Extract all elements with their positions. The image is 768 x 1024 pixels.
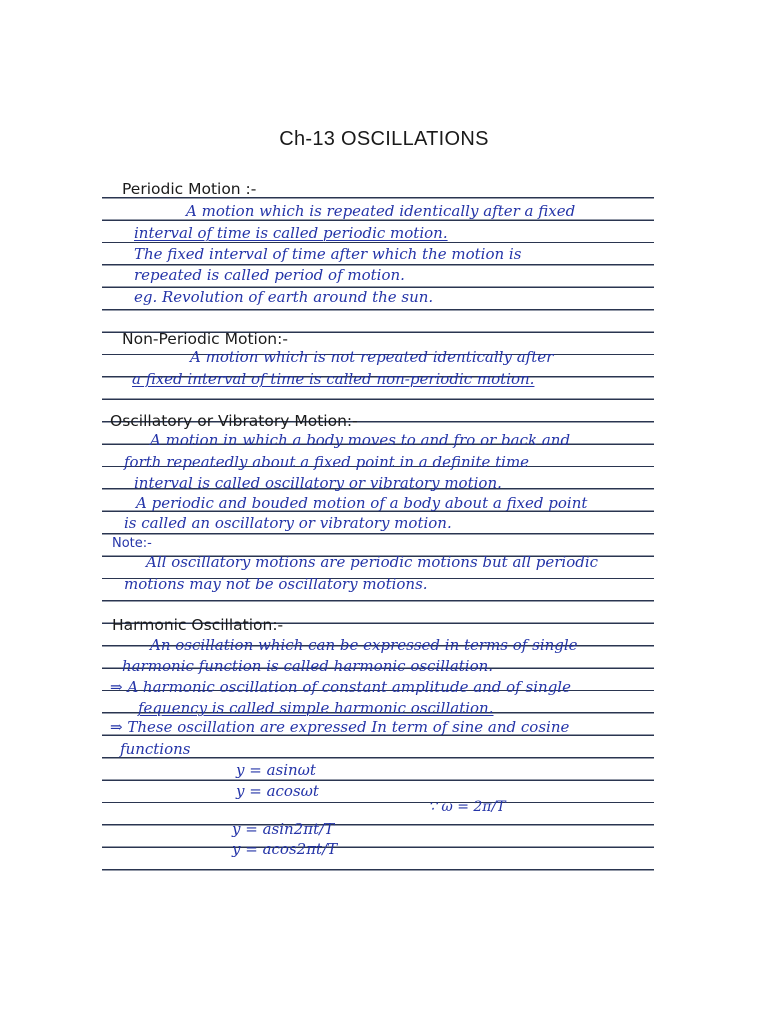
note-line: functions <box>120 740 191 758</box>
note-line: interval is called oscillatory or vibratory motion. <box>134 474 502 492</box>
note-line: ⇒ These oscillation are expressed In term of sine and cosine <box>110 718 570 736</box>
heading-non-periodic-motion: Non-Periodic Motion:- <box>122 330 288 348</box>
note-line: motions may not be oscillatory motions. <box>124 575 428 593</box>
note-line: a fixed interval of time is called non-periodic motion. <box>132 370 535 388</box>
note-line: ⇒ A harmonic oscillation of constant amplitude and of single <box>110 678 571 696</box>
note-line: The fixed interval of time after which the motion is <box>134 245 522 263</box>
equation: y = asin2πt/T <box>232 820 335 838</box>
note-line: A periodic and bouded motion of a body about a fixed point <box>136 494 588 512</box>
note-line: eg. Revolution of earth around the sun. <box>134 288 434 306</box>
equation: y = asinωt <box>236 761 316 779</box>
heading-oscillatory-motion: Oscillatory or Vibratory Motion:- <box>110 412 358 430</box>
note-line: fequency is called simple harmonic oscillation. <box>138 699 494 717</box>
equation: ∵ ω = 2π/T <box>428 799 506 815</box>
heading-periodic-motion: Periodic Motion :- <box>122 180 257 198</box>
note-line: repeated is called period of motion. <box>134 266 405 284</box>
note-label: Note:- <box>112 536 152 551</box>
note-line: forth repeatedly about a fixed point in a definite time <box>124 453 530 471</box>
note-line: An oscillation which can be expressed in terms of single <box>150 636 578 654</box>
note-line: A motion which is repeated identically after a fixed <box>186 202 576 220</box>
equation: y = acosωt <box>236 782 319 800</box>
page-title: Ch-13 OSCILLATIONS <box>279 128 489 150</box>
note-line: harmonic function is called harmonic oscillation. <box>122 657 494 675</box>
equation: y = acos2πt/T <box>232 840 338 858</box>
note-line: A motion in which a body moves to and fro or back and <box>150 431 571 449</box>
note-line: All oscillatory motions are periodic motions but all periodic <box>146 553 599 571</box>
note-line: is called an oscillatory or vibratory motion. <box>124 514 452 532</box>
note-line: A motion which is not repeated identically after <box>190 348 554 366</box>
note-line: interval of time is called periodic motion. <box>134 224 448 242</box>
heading-harmonic-oscillation: Harmonic Oscillation:- <box>112 616 284 634</box>
